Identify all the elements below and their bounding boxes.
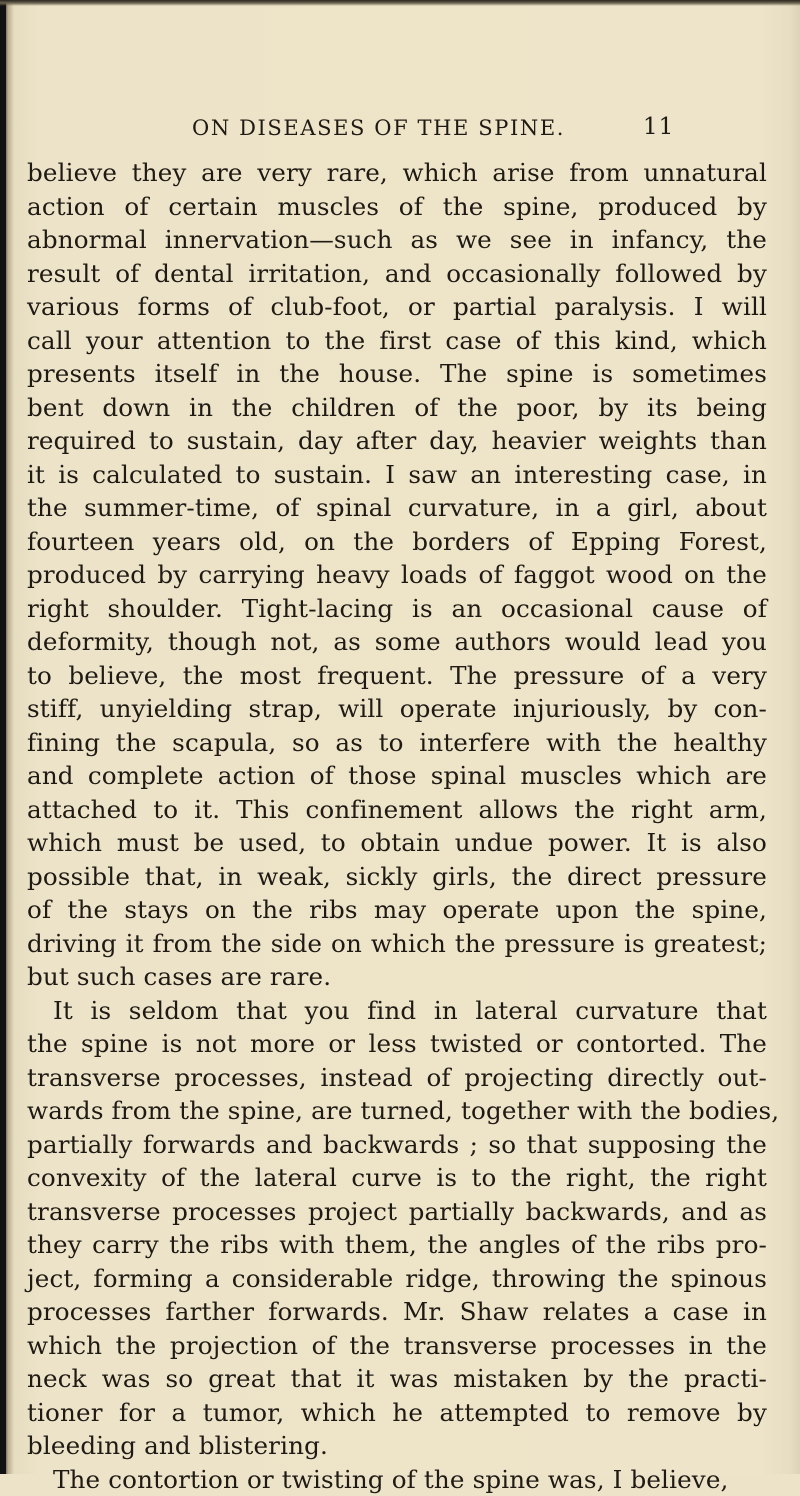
running-head [0, 116, 800, 150]
text-line: driving it from the side on which the pressure is greatest; [27, 927, 767, 961]
text-line: processes farther forwards. Mr. Shaw relates a case in [27, 1295, 767, 1329]
page-number: 11 [643, 114, 674, 140]
text-line: and complete action of those spinal muscles which are [27, 759, 767, 793]
text-line: action of certain muscles of the spine, produced by [27, 190, 767, 224]
text-line: to believe, the most frequent. The pressure of a very [27, 659, 767, 693]
text-line: required to sustain, day after day, heavier weights than [27, 424, 767, 458]
text-line: it is calculated to sustain. I saw an interesting case, in [27, 458, 767, 492]
text-line: partially forwards and backwards ; so that supposing the [27, 1128, 767, 1162]
binding-edge [0, 0, 6, 1474]
text-line: the summer-time, of spinal curvature, in a girl, about [27, 491, 767, 525]
paragraph-start-line: The contortion or twisting of the spine was, I believe, [27, 1463, 767, 1496]
text-line: produced by carrying heavy loads of faggot wood on the [27, 558, 767, 592]
text-line: which must be used, to obtain undue power. It is also [27, 826, 767, 860]
paragraph-end-line: bleeding and blistering. [27, 1429, 767, 1463]
text-line: the spine is not more or less twisted or contorted. The [27, 1027, 767, 1061]
text-line: call your attention to the first case of this kind, which [27, 324, 767, 358]
body-text [27, 156, 767, 1496]
paragraph-start-line: It is seldom that you find in lateral curvature that [27, 994, 767, 1028]
text-line: fining the scapula, so as to interfere with the healthy [27, 726, 767, 760]
text-line: transverse processes project partially backwards, and as [27, 1195, 767, 1229]
text-line: abnormal innervation—such as we see in infancy, the [27, 223, 767, 257]
text-line: result of dental irritation, and occasionally followed by [27, 257, 767, 291]
text-line: transverse processes, instead of projecting directly out- [27, 1061, 767, 1095]
text-line: fourteen years old, on the borders of Epping Forest, [27, 525, 767, 559]
text-line: ject, forming a considerable ridge, throwing the spinous [27, 1262, 767, 1296]
text-line: of the stays on the ribs may operate upon the spine, [27, 893, 767, 927]
text-line: attached to it. This confinement allows the right arm, [27, 793, 767, 827]
text-line: stiff, unyielding strap, will operate injuriously, by con- [27, 692, 767, 726]
text-line: tioner for a tumor, which he attempted to remove by [27, 1396, 767, 1430]
text-line: believe they are very rare, which arise from unnatural [27, 156, 767, 190]
text-line: neck was so great that it was mistaken by the practi- [27, 1362, 767, 1396]
running-title: ON DISEASES OF THE SPINE. [192, 116, 565, 140]
text-line: deformity, though not, as some authors would lead you [27, 625, 767, 659]
paragraph-end-line: but such cases are rare. [27, 960, 767, 994]
text-line: they carry the ribs with them, the angles of the ribs pro- [27, 1228, 767, 1262]
text-line: bent down in the children of the poor, by its being [27, 391, 767, 425]
text-line: convexity of the lateral curve is to the right, the right [27, 1161, 767, 1195]
text-line: various forms of club-foot, or partial paralysis. I will [27, 290, 767, 324]
page-top-edge [0, 0, 800, 6]
text-line: wards from the spine, are turned, together with the bodies, [27, 1094, 767, 1128]
text-line: presents itself in the house. The spine is sometimes [27, 357, 767, 391]
text-line: right shoulder. Tight-lacing is an occasional cause of [27, 592, 767, 626]
text-line: which the projection of the transverse processes in the [27, 1329, 767, 1363]
text-line: possible that, in weak, sickly girls, the direct pressure [27, 860, 767, 894]
